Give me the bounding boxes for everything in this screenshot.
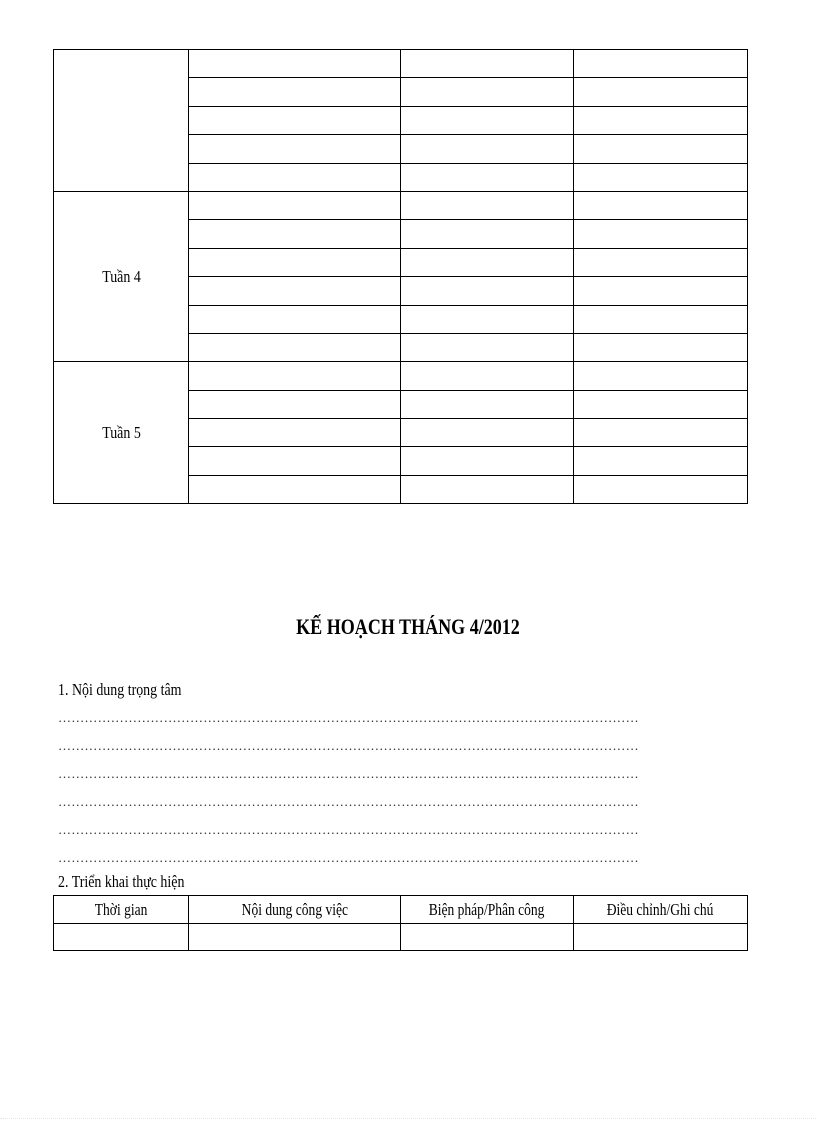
table-cell[interactable] (189, 50, 401, 78)
table-cell[interactable] (574, 362, 748, 390)
table-cell[interactable] (574, 163, 748, 191)
table-cell[interactable] (189, 333, 401, 361)
table-cell[interactable] (401, 220, 574, 248)
table-cell[interactable] (401, 390, 574, 418)
table-cell[interactable] (401, 924, 574, 951)
table-cell[interactable] (401, 475, 574, 503)
table-cell[interactable] (401, 277, 574, 305)
table-cell[interactable] (189, 390, 401, 418)
week-label-cell: Tuần 5 (66, 362, 177, 504)
table-cell[interactable] (574, 447, 748, 475)
section1-heading: 1. Nội dung trọng tâm (58, 680, 182, 699)
column-header-measures (401, 896, 574, 924)
table-cell[interactable] (401, 419, 574, 447)
page-bottom-rule (0, 1118, 816, 1119)
column-header-time-label: Thời gian (94, 899, 148, 919)
dotted-line: …………………………………………………………………………………………………………………… (58, 851, 639, 865)
table-cell[interactable] (574, 924, 748, 951)
table-cell[interactable] (574, 248, 748, 276)
table-cell[interactable] (401, 106, 574, 134)
table-cell[interactable] (189, 220, 401, 248)
table-cell[interactable] (574, 277, 748, 305)
dotted-line: …………………………………………………………………………………………………………………… (58, 711, 639, 725)
table-cell[interactable] (189, 924, 401, 951)
table-cell[interactable] (574, 305, 748, 333)
table-cell[interactable] (574, 333, 748, 361)
dotted-line: …………………………………………………………………………………………………………………… (58, 767, 639, 781)
column-header-content (189, 896, 401, 924)
table-cell[interactable] (189, 447, 401, 475)
table-cell[interactable] (574, 50, 748, 78)
table-cell[interactable] (189, 248, 401, 276)
table-cell[interactable] (401, 447, 574, 475)
table-cell[interactable] (189, 191, 401, 219)
table-cell[interactable] (189, 277, 401, 305)
table-cell[interactable] (574, 475, 748, 503)
table-cell[interactable] (574, 390, 748, 418)
table-cell[interactable] (574, 106, 748, 134)
table-cell[interactable] (189, 362, 401, 390)
table-cell[interactable] (401, 248, 574, 276)
table-row (54, 362, 748, 390)
table-row (54, 191, 748, 219)
dotted-line: …………………………………………………………………………………………………………………… (58, 823, 639, 837)
table-cell[interactable] (189, 78, 401, 106)
week-label-cell (66, 50, 177, 192)
column-header-content-label: Nội dung công việc (241, 899, 348, 919)
table-cell[interactable] (189, 475, 401, 503)
table-cell[interactable] (574, 220, 748, 248)
table-cell[interactable] (401, 78, 574, 106)
section2-heading: 2. Triển khai thực hiện (58, 872, 185, 891)
table-cell[interactable] (54, 924, 189, 951)
table-cell[interactable] (401, 362, 574, 390)
dotted-line: …………………………………………………………………………………………………………………… (58, 795, 639, 809)
table-cell[interactable] (401, 135, 574, 163)
table-row (54, 50, 748, 78)
weekly-plan-table-body (54, 50, 748, 504)
table-header-row (54, 896, 748, 924)
implementation-table (53, 895, 748, 951)
column-header-notes-label: Điều chỉnh/Ghi chú (607, 899, 714, 919)
page-title: KẾ HOẠCH THÁNG 4/2012 (296, 614, 520, 639)
week-label-cell: Tuần 4 (66, 191, 177, 361)
table-cell[interactable] (401, 305, 574, 333)
table-cell[interactable] (189, 305, 401, 333)
column-header-time (54, 896, 189, 924)
table-cell[interactable] (189, 135, 401, 163)
table-cell[interactable] (574, 419, 748, 447)
table-cell[interactable] (574, 191, 748, 219)
table-row (54, 924, 748, 951)
table-cell[interactable] (401, 333, 574, 361)
table-cell[interactable] (574, 135, 748, 163)
column-header-measures-label: Biện pháp/Phân công (429, 899, 545, 919)
table-cell[interactable] (401, 163, 574, 191)
table-cell[interactable] (401, 50, 574, 78)
weekly-plan-table (53, 49, 748, 504)
table-cell[interactable] (189, 163, 401, 191)
table-cell[interactable] (401, 191, 574, 219)
table-cell[interactable] (189, 106, 401, 134)
table-cell[interactable] (574, 78, 748, 106)
table-cell[interactable] (189, 419, 401, 447)
column-header-notes (574, 896, 748, 924)
dotted-line: …………………………………………………………………………………………………………………… (58, 739, 639, 753)
